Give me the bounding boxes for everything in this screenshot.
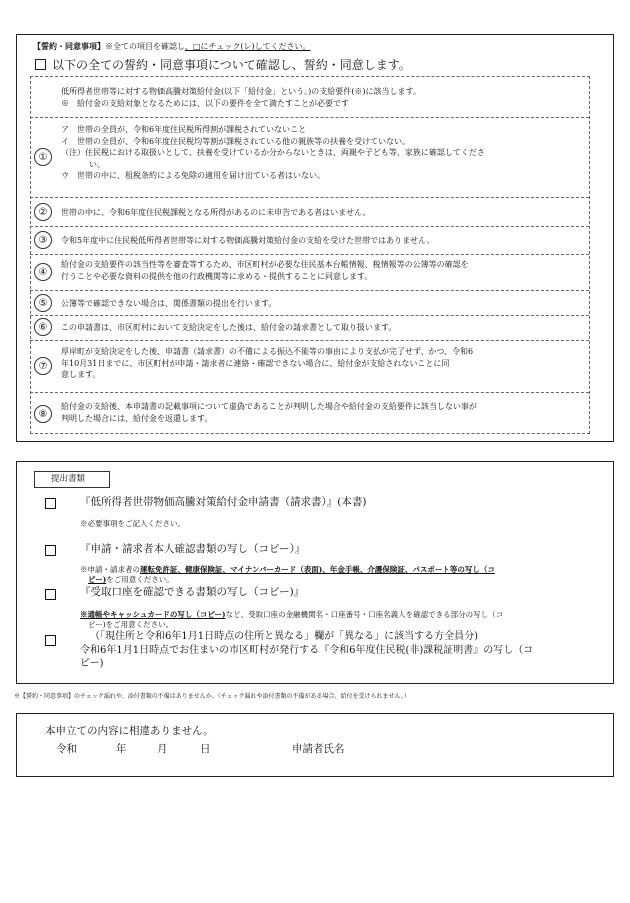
doc3-title: 『受取口座を確認できる書類の写し（コピー)』 <box>80 586 305 598</box>
doc2-note-d: をご用意ください。 <box>106 575 174 584</box>
item-5-text: 公簿等で確認できない場合は、関係書類の提出を行います。 <box>61 299 277 308</box>
item-3-text: 令和5年度中に住民税低所得者世帯等に対する物価高騰対策給付金の支給を受けた世帯ではありません。 <box>61 236 435 245</box>
item-4-text <box>61 259 587 282</box>
divider <box>30 315 589 316</box>
oath-header-note-underlined: 、□にチェック(レ)してください。 <box>185 42 311 51</box>
divider <box>30 254 589 255</box>
doc2-note-c: ピー) <box>88 575 107 584</box>
item-7-text <box>61 346 587 381</box>
doc3-note-c: ピー)をご用意ください。 <box>88 620 174 629</box>
item-1-line-e: ウ 世帯の中に、租税条約による免除の適用を届け出ている者はいない。 <box>61 171 325 180</box>
item-1-line-b: イ 世帯の全員が、令和6年度住民税均等割が課税されている他の親族等の扶養を受けていない。 <box>61 136 411 146</box>
divider <box>30 197 589 198</box>
applicant-name-label: 申請者氏名 <box>292 743 345 755</box>
declaration-date-era: 令和 <box>56 743 77 755</box>
oath-header <box>33 41 311 52</box>
footnote: ※【誓約・同意事項】のチェック漏れや、添付書類の不備はありませんか。（チェック漏れや添付書類の不備がある場合、給付を受けられません。） <box>14 693 410 700</box>
item-1-text <box>61 124 587 182</box>
declaration-date-day: 日 <box>200 743 211 755</box>
divider <box>30 226 589 227</box>
item-4-line-a: 給付金の支給要件の該当性等を審査等するため、市区町村が必要な住民基本台帳情報、税情報等の公簿等の確認を <box>61 260 469 269</box>
declaration-date-year: 年 <box>116 743 127 755</box>
item-8-line-b: 判明した場合には、給付金を返還します。 <box>61 413 213 423</box>
intro-line-2: ※ 給付金の支給対象となるためには、以下の要件を全て満たすことが必要です <box>61 99 349 108</box>
doc2-note-b: 運転免許証、健康保険証、マイナンバーカード（表面)、年金手帳、介護保険証、パスポート等の写し（コ <box>140 565 495 574</box>
item-6-text: この申請書は、市区町村において支給決定をした後は、給付金の請求書として取り扱います。 <box>61 323 397 332</box>
item-3-number: ③ <box>34 231 52 249</box>
main-consent-checkbox[interactable] <box>35 59 46 70</box>
item-7-line-b: 年10月31日までに、市区町村が申請・請求者に連絡・確認できない場合に、給付金が支給されないことに同 <box>61 358 450 368</box>
item-1-number: ① <box>34 148 52 166</box>
item-4-number: ④ <box>34 263 52 281</box>
item-7-line-a: 厚岸町が支給決定をした後、申請書（請求書）の不備による振込不能等の事由により支払が完了せず、かつ、令和6 <box>61 347 474 356</box>
declaration-statement: 本申立ての内容に相違ありません。 <box>45 725 214 737</box>
item-1-line-a: ア 世帯の全員が、令和6年度住民税所得割が課税されていないこと <box>61 125 307 134</box>
doc4-title-line-2: 令和6年1月1日時点でお住まいの市区町村が発行する『令和6年度住民税(非)課税証明書』の写し（コ <box>80 644 534 656</box>
declaration-date-month: 月 <box>157 743 168 755</box>
doc3-note-a: ※通帳やキャッシュカードの写し（コピー) <box>80 610 226 619</box>
item-4-line-b: 行うことや必要な資料の提供を他の行政機関等に求める・提供することに同意します。 <box>61 271 373 281</box>
item-1-line-c: （注）住民税における取扱いとして、扶養を受けているか分からないときは、両親や子ども等、家族に確認してくださ <box>61 148 485 157</box>
oath-header-title: 【誓約・同意事項】 <box>33 41 105 51</box>
item-8-number: ⑧ <box>34 405 52 423</box>
divider <box>30 290 589 291</box>
doc3-note <box>80 610 585 630</box>
doc1-title: 『低所得者世帯物価高騰対策給付金申請書（請求書）』(本書) <box>80 496 367 508</box>
item-6-number: ⑥ <box>34 318 52 336</box>
doc4-title <box>80 630 590 671</box>
divider <box>30 340 589 341</box>
item-1-line-d: い。 <box>89 159 105 169</box>
item-5-number: ⑤ <box>34 294 52 312</box>
intro-line-1: 低所得者世帯等に対する物価高騰対策給付金(以下「給付金」という。)の支給要件(※)に該当します。 <box>61 87 421 96</box>
item-2-number: ② <box>34 203 52 221</box>
divider <box>30 117 589 118</box>
documents-title: 提出書類 <box>34 471 110 488</box>
doc4-title-line-1: （「現住所と令和6年1月1日時点の住所と異なる」欄が「異なる」に該当する方全員分) <box>90 631 478 642</box>
doc4-title-line-3: ピー) <box>80 658 104 669</box>
doc3-note-b: など、受取口座の金融機関名・口座番号・口座名義人を確認できる部分の写し（コ <box>225 610 504 619</box>
oath-header-note: ※全ての項目を確認し <box>105 42 185 51</box>
main-consent-label: 以下の全ての誓約・同意事項について確認し、誓約・同意します。 <box>52 58 411 72</box>
item-7-line-c: 意します。 <box>61 370 101 379</box>
doc2-note-a: ※申請・請求者の <box>80 565 140 574</box>
item-8-text <box>61 401 587 424</box>
item-8-line-a: 給付金の支給後、本申請書の記載事項について虚偽であることが判明した場合や給付金の支給要件に該当しない事が <box>61 402 477 411</box>
divider <box>30 392 589 393</box>
doc1-checkbox[interactable] <box>45 498 56 509</box>
doc4-checkbox[interactable] <box>45 635 56 646</box>
item-7-number: ⑦ <box>34 357 52 375</box>
main-consent-row[interactable] <box>35 57 411 73</box>
doc2-note <box>80 565 585 585</box>
doc2-checkbox[interactable] <box>45 545 56 556</box>
doc3-checkbox[interactable] <box>45 589 56 600</box>
doc1-note: ※必要事項をご記入ください。 <box>80 519 185 528</box>
doc2-title: 『申請・請求者本人確認書類の写し（コピー）』 <box>80 543 306 555</box>
item-2-text: 世帯の中に、令和6年度住民税課税となる所得があるのに未申告である者はいません。 <box>61 208 371 217</box>
